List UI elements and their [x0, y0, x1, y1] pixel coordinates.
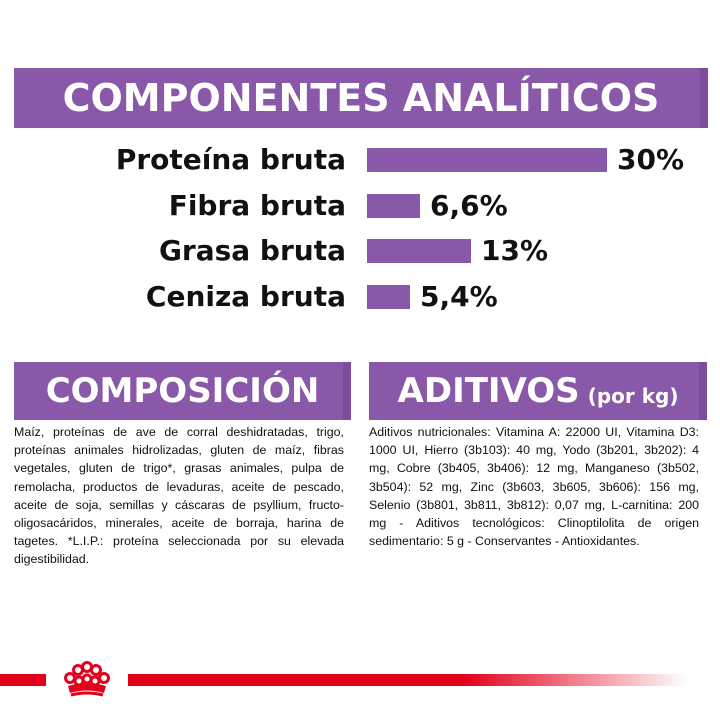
analytical-components-title: COMPONENTES ANALÍTICOS — [62, 76, 660, 120]
bar-value-label: 30% — [617, 143, 685, 176]
analytical-components-banner — [14, 68, 708, 128]
bar — [367, 285, 410, 309]
bar-value-label: 5,4% — [420, 280, 498, 313]
additives-banner — [369, 362, 707, 420]
composition-text: Maíz, proteínas de ave de corral deshidratadas, trigo, proteínas animales hidrolizadas, gluten de maíz, fibras vegetales, gluten de trigo*, grasas animales, pulpa de remolacha, productos de levaduras, aceite de pescado, aceite de soja, semillas y cáscaras de psyllium, fructo-oligosacáridos, minerales, aceite de borraja, harina de tagetes. *L.I.P.: proteína seleccionada por su elevada digestibilidad. — [14, 425, 344, 567]
additives-title-suffix: (por kg) — [587, 384, 679, 408]
additives-text: Aditivos nutricionales: Vitamina A: 22000 UI, Vitamina D3: 1000 UI, Hierro (3b103): 40 mg, Yodo (3b201, 3b202): 4 mg, Cobre (3b405, 3b406): 12 mg, Manganeso (3b502, 3b504): 52 mg, Zinc (3b603, 3b605, 3b606): 156 mg, Selenio (3b801, 3b811, 3b812): 0,07 mg, L-carnitina: 200 mg - Aditivos tecnológicos: Clinoptilolita de origen sedimentario: 5 g - Conservantes - Antioxidantes. — [369, 425, 699, 549]
footer-line-left — [0, 674, 46, 686]
royal-canin-crown-icon — [48, 655, 126, 700]
bar-row — [0, 186, 720, 226]
bar — [367, 148, 607, 172]
additives-title: ADITIVOS — [397, 371, 580, 411]
bar — [367, 239, 471, 263]
composition-banner — [14, 362, 351, 420]
composition-title: COMPOSICIÓN — [45, 371, 320, 411]
bar-row — [0, 140, 720, 180]
bar-label: Ceniza bruta — [145, 280, 346, 313]
bar-value-label: 6,6% — [430, 189, 508, 222]
bar-row — [0, 277, 720, 317]
bar-label: Proteína bruta — [115, 143, 346, 176]
footer-line-right — [128, 674, 688, 686]
bar-label: Fibra bruta — [168, 189, 346, 222]
bar-value-label: 13% — [481, 234, 549, 267]
bar-label: Grasa bruta — [158, 234, 346, 267]
bar — [367, 194, 420, 218]
bar-row — [0, 231, 720, 271]
